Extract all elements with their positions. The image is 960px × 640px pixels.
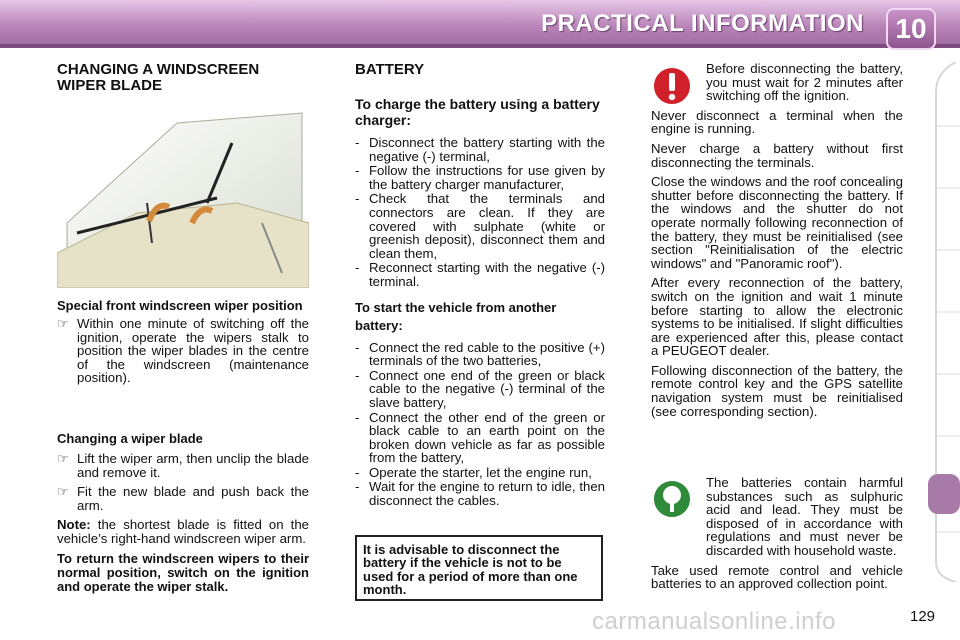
middle-column	[355, 62, 605, 509]
advice-box: It is advisable to disconnect the battery if the vehicle is not to be used for a period of more than one month.	[355, 535, 603, 601]
finger-icon: ☞	[57, 484, 69, 500]
list-item: - Follow the instructions for use given by the battery charger manufacturer,	[355, 163, 605, 192]
warning-text: Before disconnecting the battery, you must wait for 2 minutes after switching off the ignition.	[706, 61, 903, 104]
left-column	[57, 62, 309, 94]
right-column	[651, 62, 903, 424]
charge-heading: To charge the battery using a battery charger:	[355, 96, 600, 128]
wiper-section-title: CHANGING A WINDSCREEN WIPER BLADE	[57, 61, 260, 94]
finger-icon: ☞	[57, 316, 69, 331]
changing-heading: Changing a wiper blade	[57, 431, 203, 446]
battery-title: BATTERY	[355, 61, 425, 78]
list-item: - Check that the terminals and connectors are clean. If they are covered with sulphate (white or greenish deposit), disconnect them and clean them,	[355, 191, 605, 261]
paragraph: Never disconnect a terminal when the engine is running.	[651, 107, 903, 137]
start-heading: To start the vehicle from another battery:	[355, 299, 557, 333]
list-item: - Wait for the engine to return to idle, then disconnect the cables.	[355, 479, 605, 509]
paragraph: Following disconnection of the battery, the remote control key and the GPS satellite navigation system must be reinitialised (see corresponding section).	[651, 362, 903, 419]
note: Note: the shortest blade is fitted on the vehicle’s right-hand windscreen wiper arm.	[57, 517, 309, 546]
finger-icon: ☞	[57, 451, 69, 466]
list-item: - Connect the other end of the green or black cable to an earth point on the broken down vehicle as far as possible from the battery,	[355, 409, 605, 466]
page-number: 129	[910, 608, 936, 625]
chapter-badge: 10	[886, 8, 936, 50]
wiper-changing	[57, 432, 309, 600]
paragraph: After every reconnection of the battery, switch on the ignition and wait 1 minute before starting to allow the electronic systems to be initialised. If slight difficulties are experienced after this, please contact a PEUGEOT dealer.	[651, 275, 903, 359]
header-band	[0, 44, 960, 48]
list-item: ☞ Lift the wiper arm, then unclip the blade and remove it.	[57, 451, 309, 480]
list-item: ☞ Within one minute of switching off the ignition, operate the wipers stalk to position the wiper blades in the centre of the windscreen (maintenance position).	[57, 316, 309, 386]
paragraph: Close the windows and the roof concealing shutter before disconnecting the battery. If the windows and the shutter do not operate normally following reconnection of the battery, they must be reinitialised (see section "Reinitialisation of the electric windows" and "Panoramic roof").	[651, 174, 903, 271]
wiper-special	[57, 299, 309, 391]
windscreen-illustration	[57, 103, 309, 288]
list-item: - Connect one end of the green or black cable to the negative (-) terminal of the slave battery,	[355, 367, 605, 410]
list-item: - Reconnect starting with the negative (-) terminal.	[355, 260, 605, 289]
special-heading: Special front windscreen wiper position	[57, 298, 303, 313]
list-item: - Disconnect the battery starting with the negative (-) terminal,	[355, 135, 605, 164]
paragraph: Take used remote control and vehicle batteries to an approved collection point.	[651, 562, 903, 592]
environment-note	[651, 476, 903, 597]
list-item: - Operate the starter, let the engine run,	[355, 464, 592, 480]
list-item: - Connect the red cable to the positive (+) terminals of the two batteries,	[355, 339, 605, 369]
chapter-tabs	[926, 62, 960, 582]
paragraph: Never charge a battery without first disconnecting the terminals.	[651, 140, 903, 170]
list-item: ☞ Fit the new blade and push back the arm.	[57, 484, 309, 513]
paragraph: The batteries contain harmful substances such as sulphuric acid and lead. They must be disposed of in accordance with regulations and must never be discarded with household waste.	[706, 475, 903, 558]
page-title: PRACTICAL INFORMATION	[541, 10, 864, 37]
return-instruction: To return the windscreen wipers to their normal position, switch on the ignition and operate the wiper stalk.	[57, 550, 309, 594]
watermark: carmanualsonline.info	[592, 608, 836, 635]
